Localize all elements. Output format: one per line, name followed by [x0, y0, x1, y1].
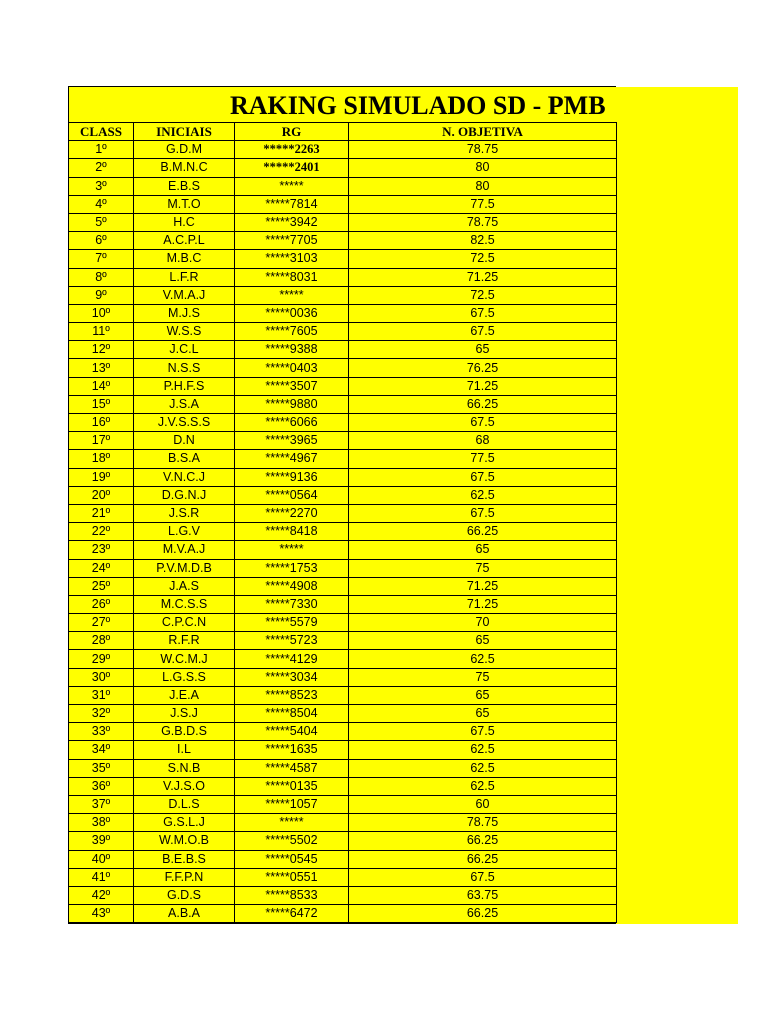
- cell-nota-objetiva: 71.25: [349, 595, 617, 613]
- cell-iniciais: V.M.A.J: [134, 286, 235, 304]
- cell-class: 26º: [69, 595, 134, 613]
- table-row: [69, 341, 617, 359]
- cell-nota-objetiva: 60: [349, 795, 617, 813]
- cell-iniciais: P.V.M.D.B: [134, 559, 235, 577]
- cell-iniciais: M.C.S.S: [134, 595, 235, 613]
- cell-iniciais: J.S.J: [134, 705, 235, 723]
- cell-nota-objetiva: 78.75: [349, 141, 617, 159]
- cell-rg: *****: [235, 177, 349, 195]
- cell-class: 39º: [69, 832, 134, 850]
- table-row: [69, 250, 617, 268]
- cell-class: 6º: [69, 232, 134, 250]
- cell-iniciais: M.T.O: [134, 195, 235, 213]
- cell-rg: *****3507: [235, 377, 349, 395]
- cell-rg: *****5502: [235, 832, 349, 850]
- cell-nota-objetiva: 62.5: [349, 650, 617, 668]
- cell-nota-objetiva: 67.5: [349, 723, 617, 741]
- table-row: [69, 668, 617, 686]
- table-row: [69, 323, 617, 341]
- cell-nota-objetiva: 67.5: [349, 304, 617, 322]
- cell-nota-objetiva: 72.5: [349, 286, 617, 304]
- cell-nota-objetiva: 71.25: [349, 377, 617, 395]
- table-row: [69, 795, 617, 813]
- cell-nota-objetiva: 66.25: [349, 395, 617, 413]
- cell-rg: *****: [235, 814, 349, 832]
- cell-rg: *****5579: [235, 614, 349, 632]
- cell-nota-objetiva: 62.5: [349, 759, 617, 777]
- cell-iniciais: G.D.M: [134, 141, 235, 159]
- table-row: [69, 377, 617, 395]
- table-row: [69, 286, 617, 304]
- cell-class: 40º: [69, 850, 134, 868]
- cell-rg: *****3034: [235, 668, 349, 686]
- table-row: [69, 905, 617, 923]
- cell-class: 4º: [69, 195, 134, 213]
- cell-iniciais: J.E.A: [134, 686, 235, 704]
- cell-nota-objetiva: 63.75: [349, 886, 617, 904]
- cell-rg: *****8523: [235, 686, 349, 704]
- table-row: [69, 541, 617, 559]
- table-row: [69, 432, 617, 450]
- header-rg: RG: [235, 123, 349, 141]
- cell-rg: *****5404: [235, 723, 349, 741]
- cell-rg: *****7705: [235, 232, 349, 250]
- sheet-fill-extension: [616, 87, 738, 924]
- cell-rg: *****4587: [235, 759, 349, 777]
- cell-nota-objetiva: 75: [349, 668, 617, 686]
- table-row: [69, 559, 617, 577]
- table-row: [69, 395, 617, 413]
- cell-nota-objetiva: 62.5: [349, 777, 617, 795]
- cell-nota-objetiva: 66.25: [349, 850, 617, 868]
- cell-class: 13º: [69, 359, 134, 377]
- cell-class: 25º: [69, 577, 134, 595]
- cell-class: 32º: [69, 705, 134, 723]
- cell-nota-objetiva: 66.25: [349, 523, 617, 541]
- cell-iniciais: B.M.N.C: [134, 159, 235, 177]
- cell-iniciais: D.L.S: [134, 795, 235, 813]
- cell-rg: *****5723: [235, 632, 349, 650]
- cell-iniciais: S.N.B: [134, 759, 235, 777]
- cell-nota-objetiva: 82.5: [349, 232, 617, 250]
- cell-nota-objetiva: 72.5: [349, 250, 617, 268]
- cell-iniciais: M.V.A.J: [134, 541, 235, 559]
- cell-class: 16º: [69, 414, 134, 432]
- page-title: RAKING SIMULADO SD - PMB: [230, 91, 606, 120]
- cell-nota-objetiva: 80: [349, 177, 617, 195]
- table-row: [69, 232, 617, 250]
- cell-rg: *****1753: [235, 559, 349, 577]
- cell-nota-objetiva: 66.25: [349, 832, 617, 850]
- cell-iniciais: W.S.S: [134, 323, 235, 341]
- cell-nota-objetiva: 78.75: [349, 213, 617, 231]
- cell-nota-objetiva: 65: [349, 541, 617, 559]
- table-row: [69, 777, 617, 795]
- cell-class: 12º: [69, 341, 134, 359]
- table-row: [69, 195, 617, 213]
- cell-nota-objetiva: 67.5: [349, 323, 617, 341]
- table-row: [69, 850, 617, 868]
- cell-iniciais: M.J.S: [134, 304, 235, 322]
- cell-iniciais: N.S.S: [134, 359, 235, 377]
- cell-nota-objetiva: 77.5: [349, 195, 617, 213]
- cell-rg: *****8031: [235, 268, 349, 286]
- cell-class: 30º: [69, 668, 134, 686]
- cell-rg: *****: [235, 541, 349, 559]
- cell-rg: *****3103: [235, 250, 349, 268]
- cell-iniciais: C.P.C.N: [134, 614, 235, 632]
- cell-class: 37º: [69, 795, 134, 813]
- cell-nota-objetiva: 62.5: [349, 741, 617, 759]
- cell-class: 3º: [69, 177, 134, 195]
- cell-iniciais: J.A.S: [134, 577, 235, 595]
- cell-class: 2º: [69, 159, 134, 177]
- cell-iniciais: V.N.C.J: [134, 468, 235, 486]
- cell-iniciais: L.G.V: [134, 523, 235, 541]
- cell-rg: *****6472: [235, 905, 349, 923]
- cell-rg: *****7814: [235, 195, 349, 213]
- cell-iniciais: G.D.S: [134, 886, 235, 904]
- cell-rg: *****9388: [235, 341, 349, 359]
- cell-nota-objetiva: 67.5: [349, 504, 617, 522]
- table-row: [69, 414, 617, 432]
- cell-rg: *****2270: [235, 504, 349, 522]
- cell-class: 9º: [69, 286, 134, 304]
- cell-iniciais: M.B.C: [134, 250, 235, 268]
- table-row: [69, 450, 617, 468]
- cell-class: 36º: [69, 777, 134, 795]
- cell-nota-objetiva: 65: [349, 686, 617, 704]
- cell-iniciais: R.F.R: [134, 632, 235, 650]
- table-row: [69, 213, 617, 231]
- table-row: [69, 504, 617, 522]
- cell-nota-objetiva: 78.75: [349, 814, 617, 832]
- cell-class: 8º: [69, 268, 134, 286]
- cell-iniciais: G.B.D.S: [134, 723, 235, 741]
- cell-class: 28º: [69, 632, 134, 650]
- cell-rg: *****3965: [235, 432, 349, 450]
- cell-class: 27º: [69, 614, 134, 632]
- cell-rg: *****4908: [235, 577, 349, 595]
- cell-rg: *****: [235, 286, 349, 304]
- table-row: [69, 468, 617, 486]
- cell-rg: *****3942: [235, 213, 349, 231]
- table-row: [69, 705, 617, 723]
- cell-class: 41º: [69, 868, 134, 886]
- cell-nota-objetiva: 65: [349, 705, 617, 723]
- cell-rg: *****9880: [235, 395, 349, 413]
- cell-nota-objetiva: 67.5: [349, 468, 617, 486]
- ranking-sheet: [68, 86, 616, 924]
- table-row: [69, 632, 617, 650]
- cell-rg: *****0564: [235, 486, 349, 504]
- cell-iniciais: G.S.L.J: [134, 814, 235, 832]
- cell-class: 18º: [69, 450, 134, 468]
- table-row: [69, 686, 617, 704]
- table-row: [69, 486, 617, 504]
- table-row: [69, 177, 617, 195]
- table-row: [69, 741, 617, 759]
- cell-rg: *****0135: [235, 777, 349, 795]
- cell-iniciais: V.J.S.O: [134, 777, 235, 795]
- cell-rg: *****4129: [235, 650, 349, 668]
- cell-rg: *****7330: [235, 595, 349, 613]
- cell-rg: *****0403: [235, 359, 349, 377]
- cell-class: 23º: [69, 541, 134, 559]
- cell-rg: *****0551: [235, 868, 349, 886]
- cell-iniciais: W.M.O.B: [134, 832, 235, 850]
- cell-nota-objetiva: 66.25: [349, 905, 617, 923]
- cell-class: 20º: [69, 486, 134, 504]
- cell-iniciais: J.S.A: [134, 395, 235, 413]
- cell-class: 24º: [69, 559, 134, 577]
- cell-iniciais: I.L: [134, 741, 235, 759]
- cell-nota-objetiva: 67.5: [349, 414, 617, 432]
- cell-rg: *****2263: [235, 141, 349, 159]
- cell-iniciais: J.S.R: [134, 504, 235, 522]
- cell-class: 11º: [69, 323, 134, 341]
- cell-class: 43º: [69, 905, 134, 923]
- cell-rg: *****1635: [235, 741, 349, 759]
- cell-rg: *****6066: [235, 414, 349, 432]
- cell-class: 29º: [69, 650, 134, 668]
- table-row: [69, 268, 617, 286]
- cell-rg: *****0545: [235, 850, 349, 868]
- cell-iniciais: H.C: [134, 213, 235, 231]
- cell-class: 38º: [69, 814, 134, 832]
- header-class: CLASS: [69, 123, 134, 141]
- cell-iniciais: J.C.L: [134, 341, 235, 359]
- cell-class: 21º: [69, 504, 134, 522]
- cell-nota-objetiva: 71.25: [349, 268, 617, 286]
- cell-rg: *****7605: [235, 323, 349, 341]
- cell-class: 15º: [69, 395, 134, 413]
- table-row: [69, 577, 617, 595]
- cell-iniciais: J.V.S.S.S: [134, 414, 235, 432]
- cell-class: 42º: [69, 886, 134, 904]
- cell-iniciais: D.N: [134, 432, 235, 450]
- cell-nota-objetiva: 71.25: [349, 577, 617, 595]
- cell-iniciais: E.B.S: [134, 177, 235, 195]
- cell-class: 14º: [69, 377, 134, 395]
- table-row: [69, 304, 617, 322]
- cell-nota-objetiva: 76.25: [349, 359, 617, 377]
- cell-nota-objetiva: 65: [349, 341, 617, 359]
- cell-iniciais: L.G.S.S: [134, 668, 235, 686]
- cell-nota-objetiva: 62.5: [349, 486, 617, 504]
- table-row: [69, 159, 617, 177]
- cell-iniciais: P.H.F.S: [134, 377, 235, 395]
- table-row: [69, 141, 617, 159]
- table-row: [69, 523, 617, 541]
- cell-iniciais: B.E.B.S: [134, 850, 235, 868]
- cell-class: 5º: [69, 213, 134, 231]
- table-row: [69, 723, 617, 741]
- cell-rg: *****4967: [235, 450, 349, 468]
- table-row: [69, 868, 617, 886]
- table-row: [69, 595, 617, 613]
- ranking-table: [68, 122, 617, 923]
- table-row: [69, 832, 617, 850]
- cell-iniciais: D.G.N.J: [134, 486, 235, 504]
- cell-class: 31º: [69, 686, 134, 704]
- cell-iniciais: L.F.R: [134, 268, 235, 286]
- cell-iniciais: F.F.P.N: [134, 868, 235, 886]
- cell-rg: *****8418: [235, 523, 349, 541]
- cell-rg: *****2401: [235, 159, 349, 177]
- cell-rg: *****1057: [235, 795, 349, 813]
- table-row: [69, 814, 617, 832]
- table-row: [69, 650, 617, 668]
- cell-rg: *****9136: [235, 468, 349, 486]
- cell-iniciais: B.S.A: [134, 450, 235, 468]
- table-header-row: [69, 123, 617, 141]
- header-iniciais: INICIAIS: [134, 123, 235, 141]
- cell-nota-objetiva: 80: [349, 159, 617, 177]
- table-row: [69, 614, 617, 632]
- table-body: [69, 141, 617, 923]
- table-row: [69, 359, 617, 377]
- cell-class: 10º: [69, 304, 134, 322]
- cell-nota-objetiva: 75: [349, 559, 617, 577]
- cell-class: 7º: [69, 250, 134, 268]
- cell-class: 34º: [69, 741, 134, 759]
- cell-nota-objetiva: 68: [349, 432, 617, 450]
- cell-class: 35º: [69, 759, 134, 777]
- cell-class: 33º: [69, 723, 134, 741]
- cell-nota-objetiva: 70: [349, 614, 617, 632]
- header-nota-objetiva: N. OBJETIVA: [349, 123, 617, 141]
- cell-class: 22º: [69, 523, 134, 541]
- cell-nota-objetiva: 77.5: [349, 450, 617, 468]
- table-row: [69, 759, 617, 777]
- cell-rg: *****8533: [235, 886, 349, 904]
- cell-iniciais: W.C.M.J: [134, 650, 235, 668]
- cell-rg: *****0036: [235, 304, 349, 322]
- cell-rg: *****8504: [235, 705, 349, 723]
- cell-class: 1º: [69, 141, 134, 159]
- cell-nota-objetiva: 65: [349, 632, 617, 650]
- cell-class: 19º: [69, 468, 134, 486]
- cell-iniciais: A.B.A: [134, 905, 235, 923]
- cell-iniciais: A.C.P.L: [134, 232, 235, 250]
- table-row: [69, 886, 617, 904]
- cell-class: 17º: [69, 432, 134, 450]
- cell-nota-objetiva: 67.5: [349, 868, 617, 886]
